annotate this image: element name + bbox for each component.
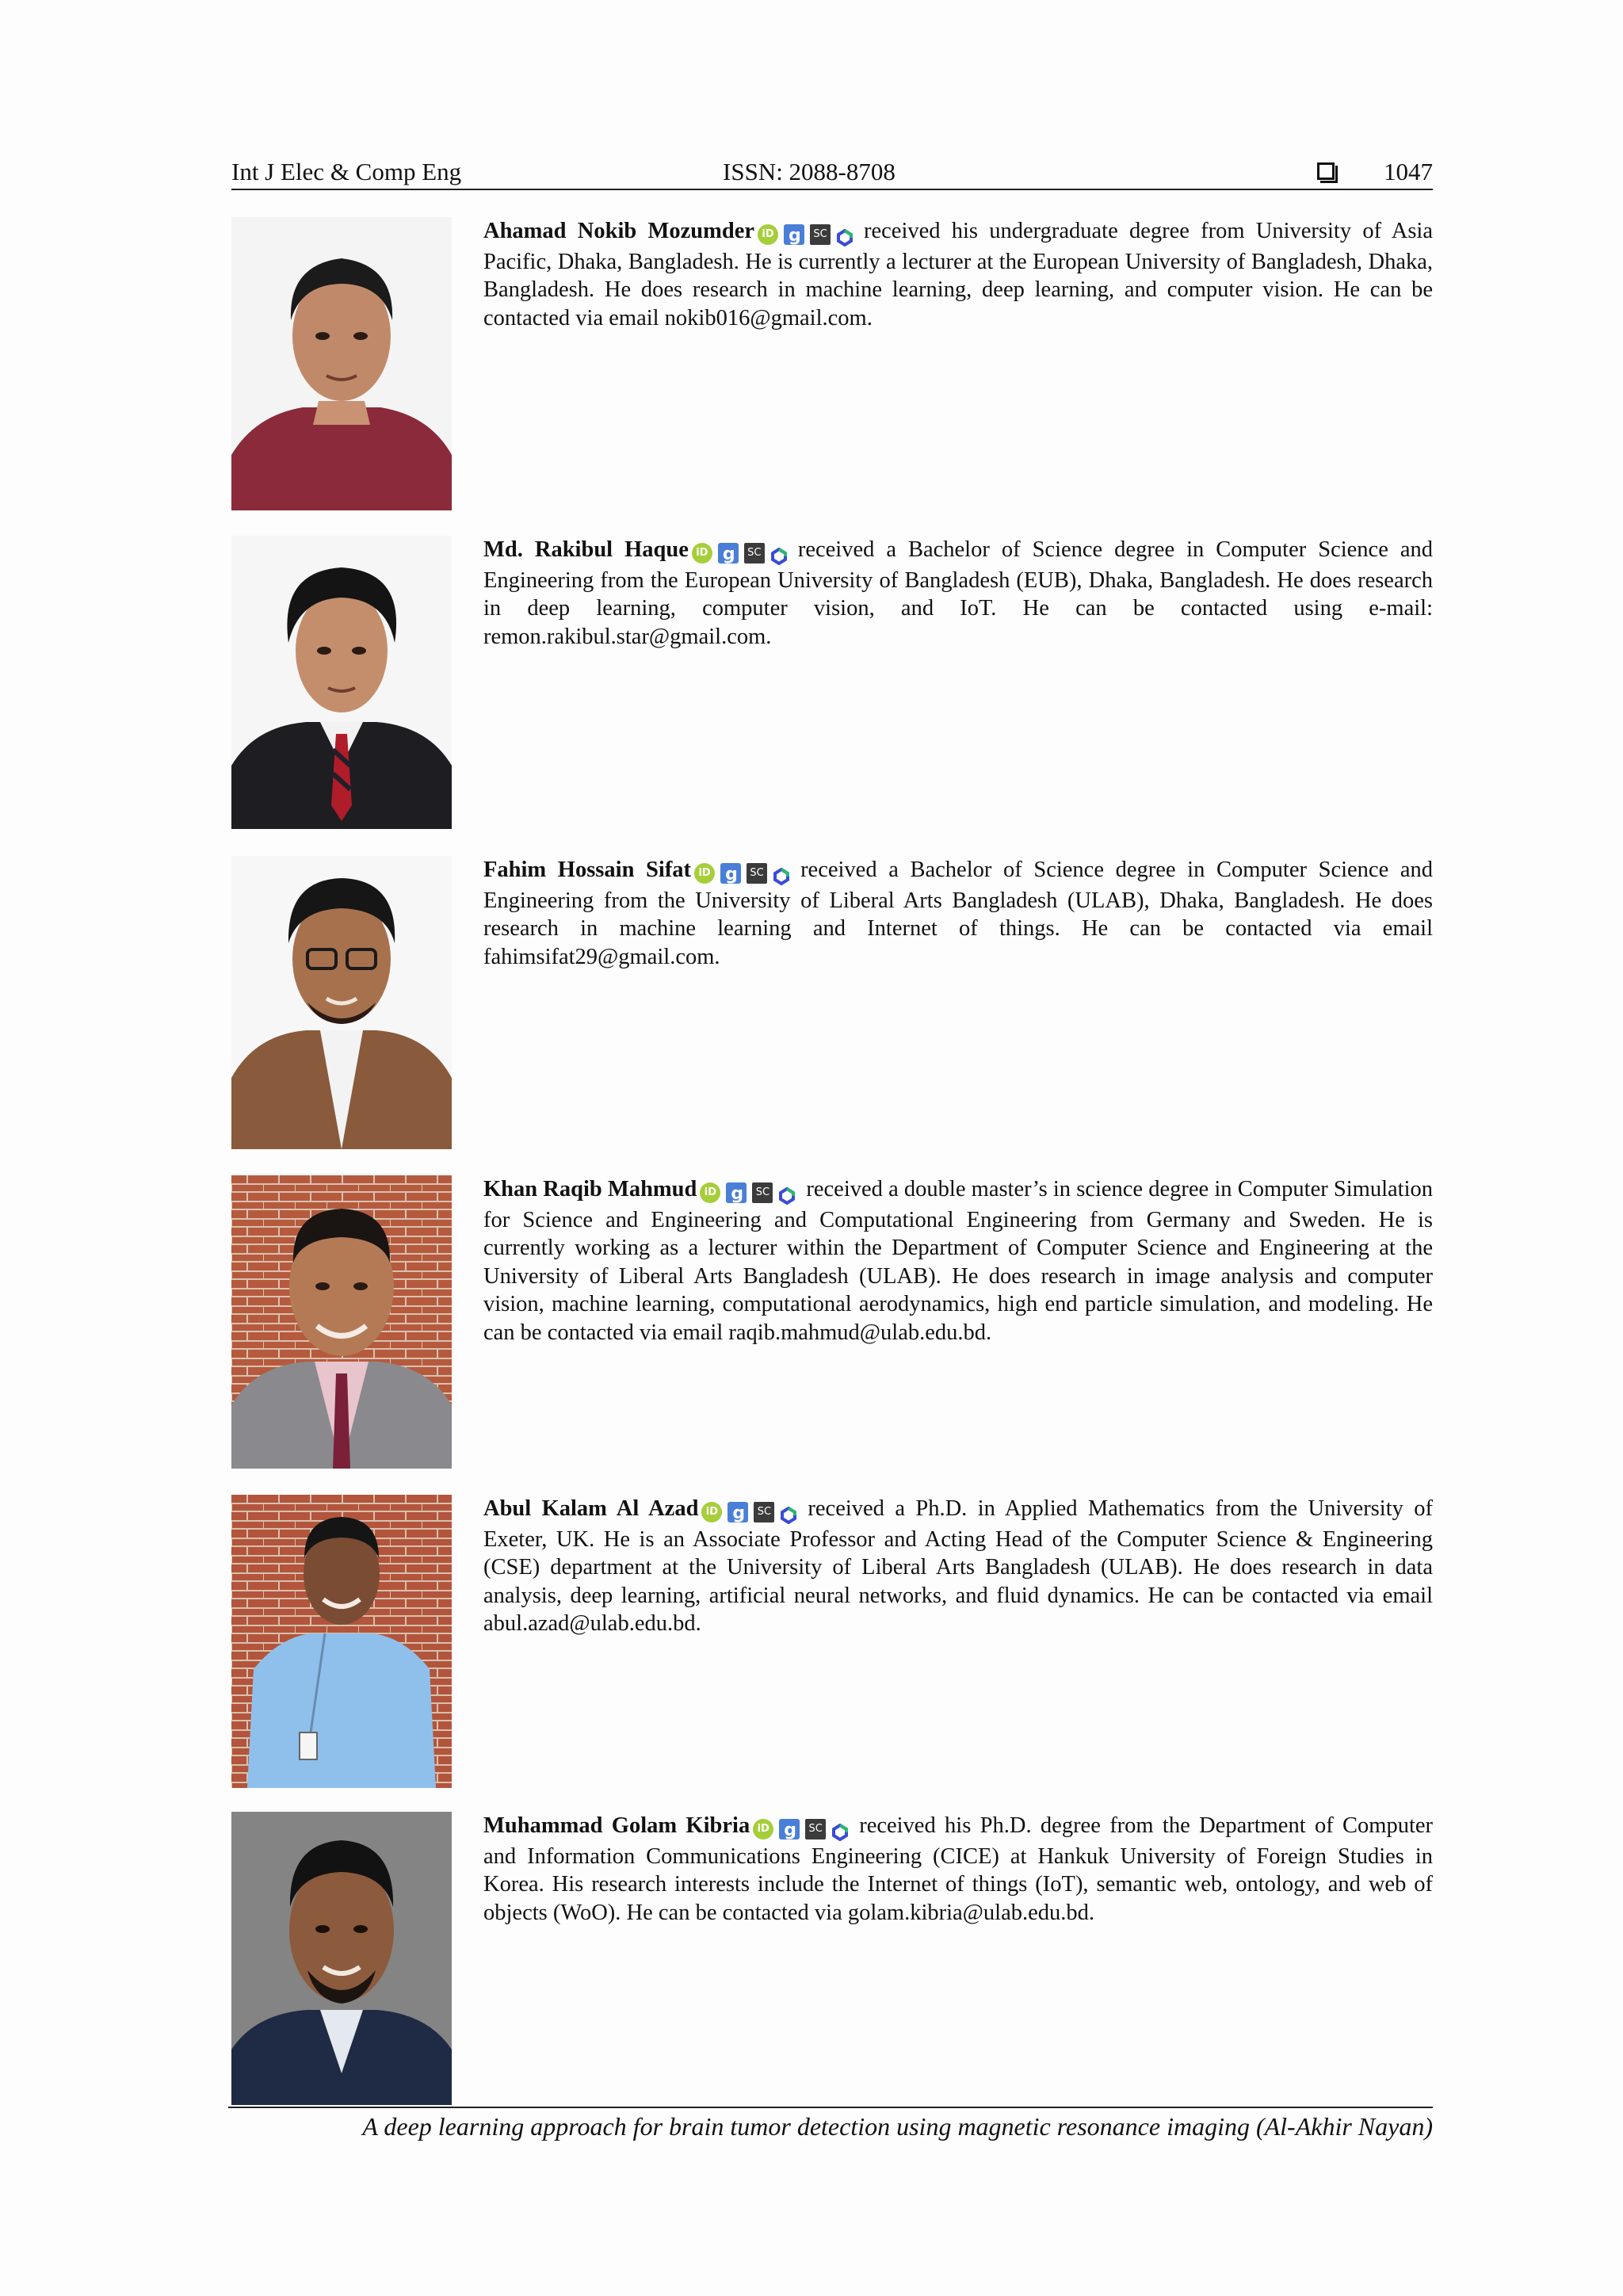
google-scholar-icon[interactable] [784, 224, 804, 245]
bio-description: received a Bachelor of Science degree in Computer Science and Engineering from the European University of Bangladesh (EUB), Dhaka, Bangladesh. He does research in deep learning, computer vision, and IoT. He can be contacted using e-mail: remon.rakibul.star@gmail.com. [483, 537, 1433, 649]
google-scholar-icon[interactable] [718, 543, 739, 563]
author-name: Ahamad Nokib Mozumder [483, 219, 754, 243]
author-bio [231, 217, 1433, 512]
profile-icons [701, 1497, 803, 1526]
bio-description: received his Ph.D. degree from the Department of Computer and Information Communications Engineering (CICE) at Hankuk University of Foreign Studies in Korea. His research interests include the Internet of things (IoT), semantic web, ontology, and web of objects (WoO). He can be contacted via golam.kibria@ulab.edu.bd. [483, 1813, 1434, 1925]
orcid-icon[interactable]: iD [700, 1182, 720, 1203]
author-bio [231, 856, 1433, 1151]
publons-icon[interactable] [780, 1503, 797, 1521]
publons-icon[interactable] [770, 544, 788, 562]
bio-text [483, 1495, 1433, 1638]
profile-icons [694, 858, 796, 887]
bio-text [483, 536, 1433, 651]
running-header [231, 155, 1433, 190]
profile-icons [753, 1814, 854, 1843]
journal-name: Int J Elec & Comp Eng [231, 158, 462, 185]
bio-text [483, 1175, 1433, 1347]
author-name: Md. Rakibul Haque [483, 537, 689, 562]
author-photo [231, 1812, 452, 2105]
bio-description: received his undergraduate degree from University of Asia Pacific, Dhaka, Bangladesh. He is currently a lecturer at the European University of Bangladesh, Dhaka, Bangladesh. He does research in machine learning, deep learning, and computer vision. He can be contacted via email nokib016@gmail.com. [483, 219, 1433, 330]
bio-description: received a double master’s in science degree in Computer Simulation for Science and Engineering and Computational Engineering from Germany and Sweden. He is currently working as a lecturer within the Department of Computer Science and Engineering at the University of Liberal Arts Bangladesh (ULAB). He does research in image analysis and computer vision, machine learning, computational aerodynamics, high end particle simulation, and modeling. He can be contacted via email raqib.mahmud@ulab.edu.bd. [483, 1177, 1433, 1345]
author-bio [231, 1175, 1433, 1470]
author-name: Abul Kalam Al Azad [483, 1496, 699, 1521]
page-box-icon [1317, 162, 1335, 180]
author-bio [231, 1495, 1433, 1790]
scopus-icon[interactable]: SC [747, 863, 767, 884]
orcid-icon[interactable]: iD [694, 863, 715, 884]
publons-icon[interactable] [773, 865, 790, 882]
orcid-icon[interactable]: iD [692, 543, 712, 563]
page-number: 1047 [1384, 158, 1433, 185]
bio-description: received a Bachelor of Science degree in Computer Science and Engineering from the University of Liberal Arts Bangladesh (ULAB), Dhaka, Bangladesh. He does research in machine learning and Internet of things. He can be contacted via email fahimsifat29@gmail.com. [483, 858, 1433, 969]
profile-icons [692, 538, 793, 567]
bio-text [483, 1812, 1433, 1927]
scopus-icon[interactable]: SC [744, 543, 765, 563]
author-photo [231, 217, 452, 510]
google-scholar-icon[interactable] [726, 1182, 747, 1203]
author-name: Fahim Hossain Sifat [483, 858, 692, 882]
scopus-icon[interactable]: SC [752, 1182, 773, 1203]
profile-icons [700, 1178, 801, 1206]
publons-icon[interactable] [836, 226, 854, 243]
running-footer: A deep learning approach for brain tumor detection using magnetic resonance imaging (Al-Akhir Nayan) [228, 2107, 1433, 2141]
scopus-icon[interactable]: SC [754, 1502, 774, 1522]
scopus-icon[interactable]: SC [805, 1819, 826, 1839]
google-scholar-icon[interactable] [779, 1819, 800, 1839]
bio-text [483, 856, 1433, 971]
author-photo [231, 856, 452, 1149]
publons-icon[interactable] [778, 1184, 796, 1201]
author-name: Muhammad Golam Kibria [483, 1813, 750, 1838]
bio-text [483, 217, 1433, 332]
bio-description: received a Ph.D. in Applied Mathematics from the University of Exeter, UK. He is an Associate Professor and Acting Head of the Computer Science & Engineering (CSE) department at the University of Liberal Arts Bangladesh (ULAB). He does research in data analysis, deep learning, artificial neural networks, and fluid dynamics. He can be contacted via email abul.azad@ulab.edu.bd. [483, 1496, 1434, 1636]
author-name: Khan Raqib Mahmud [483, 1177, 697, 1201]
author-bio [231, 536, 1433, 831]
author-photo [231, 1175, 452, 1469]
scopus-icon[interactable]: SC [810, 224, 831, 245]
orcid-icon[interactable]: iD [758, 224, 778, 245]
author-photo [231, 536, 452, 829]
orcid-icon[interactable]: iD [753, 1819, 773, 1839]
author-bio [231, 1812, 1433, 2107]
google-scholar-icon[interactable] [727, 1502, 748, 1522]
author-photo [231, 1495, 452, 1788]
google-scholar-icon[interactable] [720, 863, 741, 884]
orcid-icon[interactable]: iD [701, 1502, 722, 1522]
issn: ISSN: 2088-8708 [723, 158, 896, 185]
profile-icons [758, 220, 859, 248]
publons-icon[interactable] [831, 1820, 849, 1838]
